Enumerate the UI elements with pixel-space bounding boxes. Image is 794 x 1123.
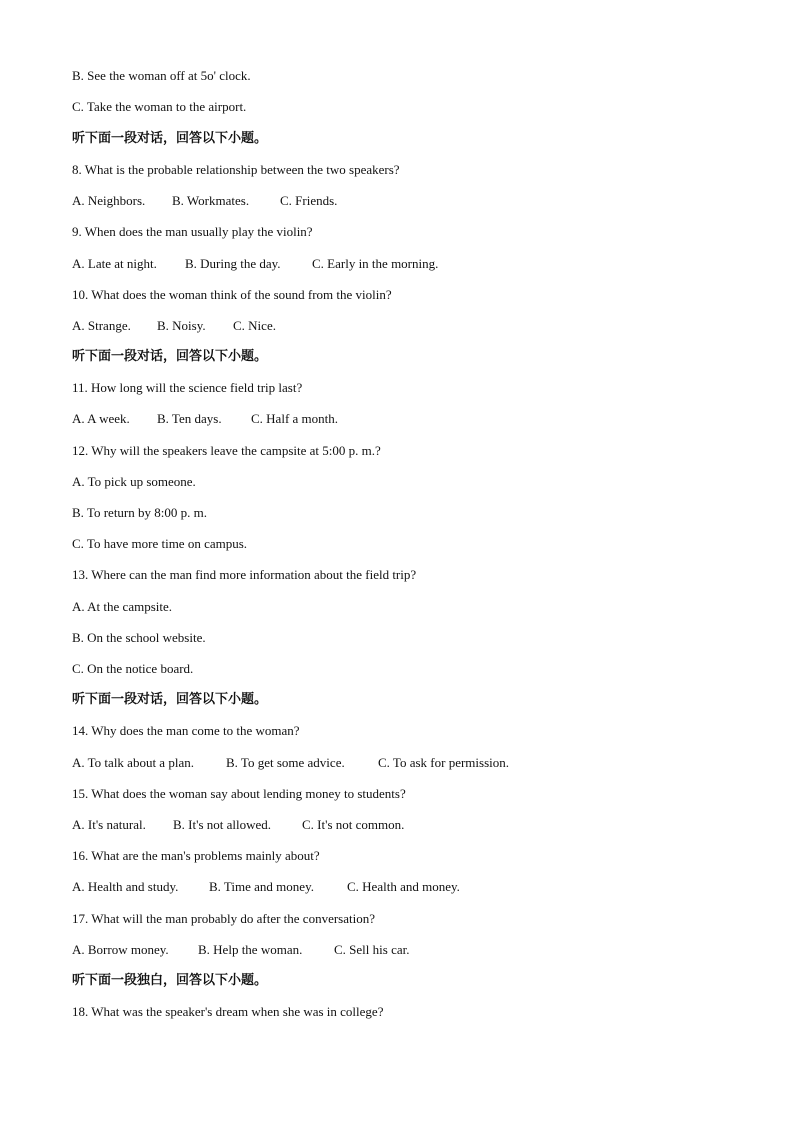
option-line: A. At the campsite. — [72, 599, 173, 614]
option-a: A. It's natural. — [72, 817, 146, 832]
option-b: B. Ten days. — [157, 411, 222, 426]
option-c: C. Health and money. — [347, 879, 460, 894]
question-16: 16. What are the man's problems mainly about? — [72, 848, 320, 863]
options-row-15 — [72, 817, 405, 833]
question-11: 11. How long will the science field trip last? — [72, 380, 303, 395]
section-instruction: 听下面一段独白，回答以下小题。 — [72, 973, 268, 988]
option-c: C. Nice. — [233, 318, 276, 333]
section-instruction: 听下面一段对话，回答以下小题。 — [72, 131, 268, 146]
option-b: B. During the day. — [185, 256, 281, 271]
options-row-16 — [72, 879, 460, 895]
option-c: C. Half a month. — [251, 411, 339, 426]
options-row-10 — [72, 318, 276, 334]
question-14: 14. Why does the man come to the woman? — [72, 723, 300, 738]
option-c: C. To ask for permission. — [378, 755, 510, 770]
option-line: B. See the woman off at 5o' clock. — [72, 68, 251, 83]
options-row-17 — [72, 942, 410, 958]
question-15: 15. What does the woman say about lending money to students? — [72, 786, 406, 801]
option-c: C. Early in the morning. — [312, 256, 439, 271]
option-b: B. Noisy. — [157, 318, 206, 333]
question-13: 13. Where can the man find more information about the field trip? — [72, 567, 417, 582]
section-instruction: 听下面一段对话，回答以下小题。 — [72, 692, 268, 707]
question-12: 12. Why will the speakers leave the campsite at 5:00 p. m.? — [72, 443, 381, 458]
option-a: A. To talk about a plan. — [72, 755, 194, 770]
option-line: C. On the notice board. — [72, 661, 194, 676]
option-a: A. Neighbors. — [72, 193, 146, 208]
option-a: A. Late at night. — [72, 256, 157, 271]
option-line: C. Take the woman to the airport. — [72, 99, 247, 114]
option-b: B. To get some advice. — [226, 755, 345, 770]
question-17: 17. What will the man probably do after the conversation? — [72, 911, 375, 926]
option-c: C. Sell his car. — [334, 942, 410, 957]
options-row-11 — [72, 411, 339, 427]
option-b: B. Help the woman. — [198, 942, 303, 957]
option-a: A. Borrow money. — [72, 942, 169, 957]
question-18: 18. What was the speaker's dream when she was in college? — [72, 1004, 384, 1019]
option-line: A. To pick up someone. — [72, 474, 196, 489]
option-b: B. Workmates. — [172, 193, 250, 208]
options-row-14 — [72, 755, 510, 771]
option-a: A. Health and study. — [72, 879, 179, 894]
question-10: 10. What does the woman think of the sound from the violin? — [72, 287, 392, 302]
option-b: B. Time and money. — [209, 879, 314, 894]
option-a: A. Strange. — [72, 318, 131, 333]
option-c: C. It's not common. — [302, 817, 405, 832]
option-c: C. Friends. — [280, 193, 338, 208]
question-9: 9. When does the man usually play the violin? — [72, 224, 313, 239]
option-b: B. It's not allowed. — [173, 817, 272, 832]
question-8: 8. What is the probable relationship between the two speakers? — [72, 162, 400, 177]
section-instruction: 听下面一段对话，回答以下小题。 — [72, 349, 268, 364]
option-line: B. On the school website. — [72, 630, 206, 645]
options-row-8 — [72, 193, 338, 209]
options-row-9 — [72, 256, 439, 272]
option-line: B. To return by 8:00 p. m. — [72, 505, 207, 520]
option-a: A. A week. — [72, 411, 130, 426]
option-line: C. To have more time on campus. — [72, 536, 248, 551]
